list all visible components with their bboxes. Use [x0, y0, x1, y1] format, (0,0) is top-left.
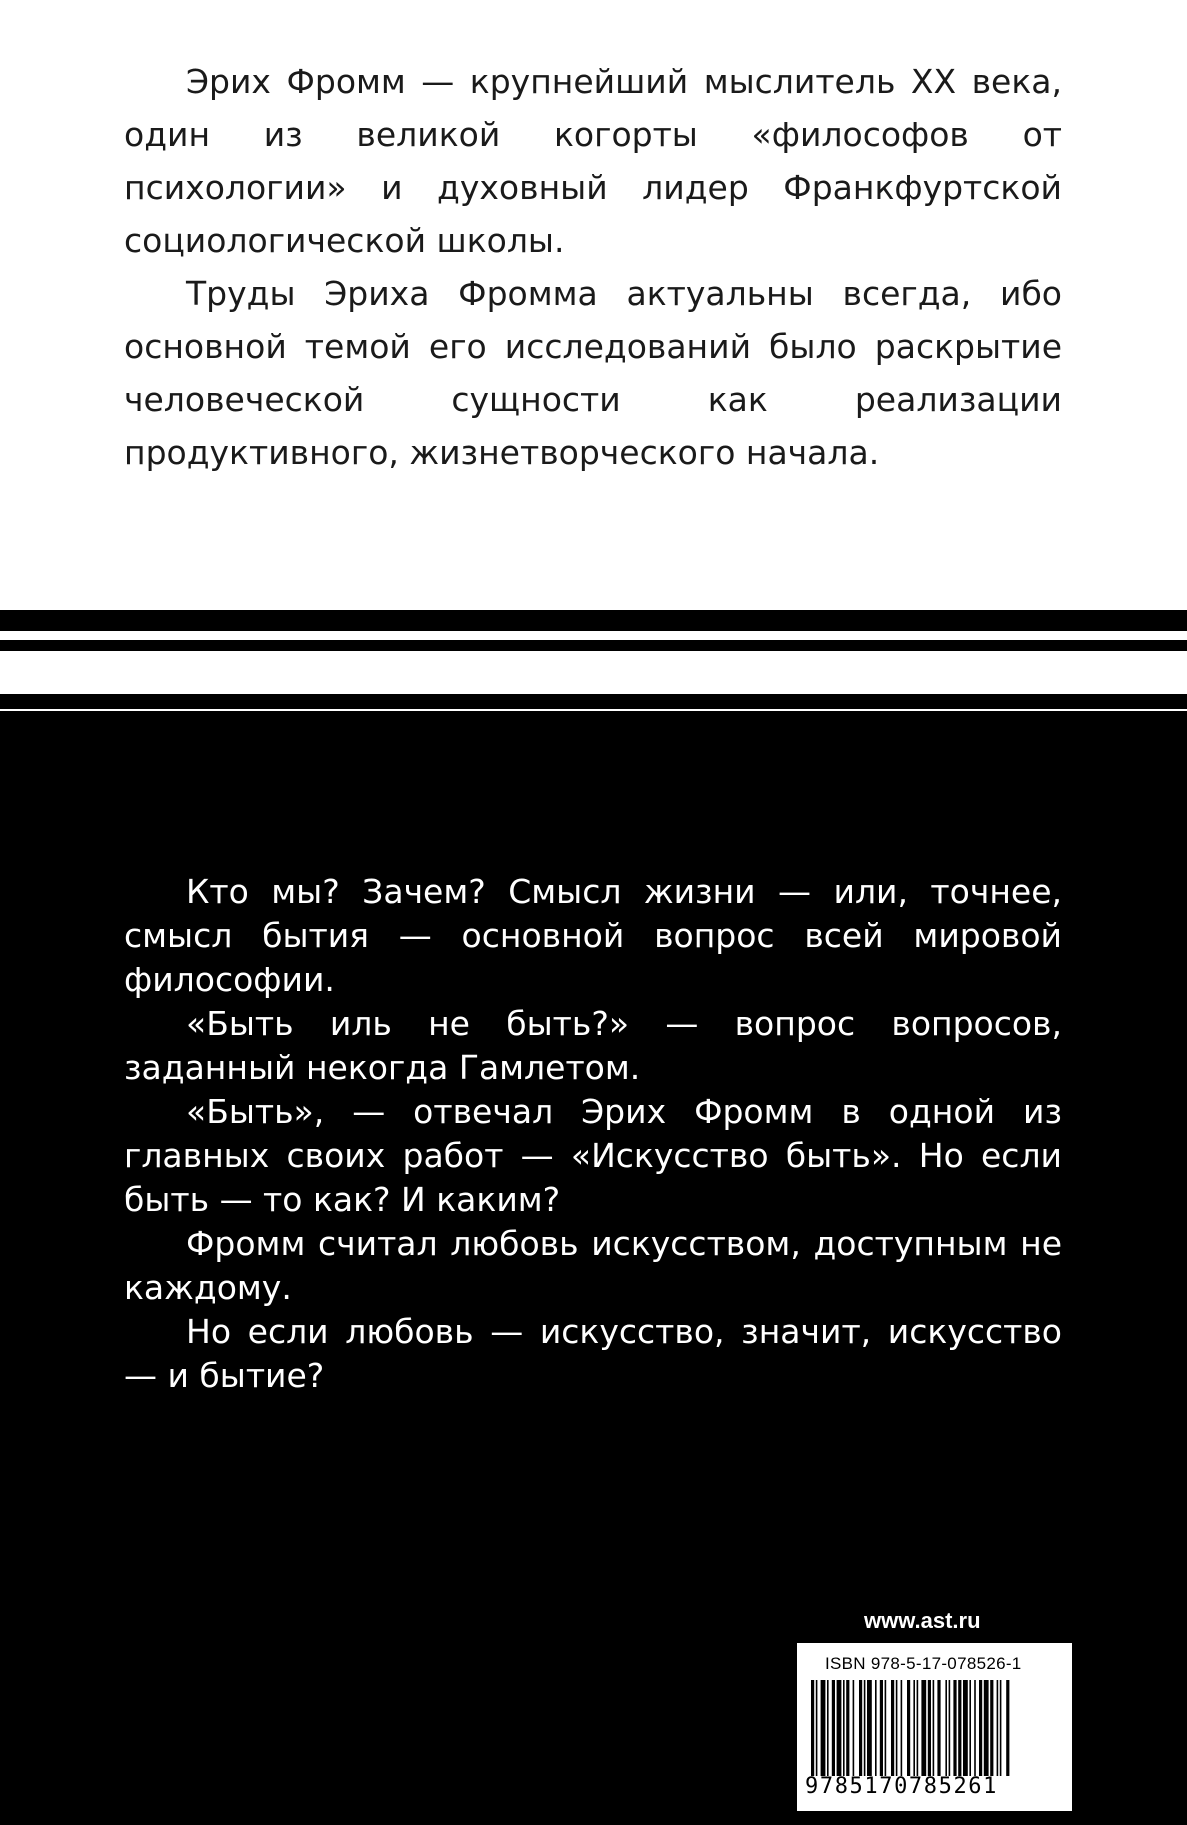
barcode-bar: [917, 1680, 919, 1776]
barcode-bar: [945, 1680, 947, 1776]
barcode-graphic: [805, 1680, 1064, 1776]
barcode-bar: [837, 1680, 842, 1776]
top-paragraph-2: Труды Эриха Фромма актуальны всегда, ибо основной темой его исследований было раскрытие человеческой сущности как реализации продуктивного, жизнетворческого начала.: [124, 274, 1062, 472]
bottom-paragraph-2: «Быть иль не быть?» — вопрос вопросов, заданный некогда Гамлетом.: [124, 1004, 1062, 1087]
bottom-paragraph-1: Кто мы? Зачем? Смысл жизни — или, точнее, смысл бытия — основной вопрос всей мировой философии.: [124, 872, 1062, 999]
bottom-text-block: [124, 870, 1062, 1398]
barcode-bar: [832, 1680, 835, 1776]
barcode-bar: [907, 1680, 910, 1776]
barcode-bar: [1000, 1680, 1002, 1776]
barcode-bar: [928, 1680, 931, 1776]
barcode-bar: [1006, 1680, 1009, 1776]
barcode-bar: [953, 1680, 956, 1776]
barcode-bar: [974, 1680, 976, 1776]
barcode-bar: [821, 1680, 826, 1776]
barcode-bar: [937, 1680, 940, 1776]
barcode-bar: [864, 1680, 866, 1776]
divider-stripe-2: [0, 640, 1187, 651]
barcode-bar: [827, 1680, 829, 1776]
barcode-bar: [846, 1680, 849, 1776]
barcode-bar: [913, 1680, 915, 1776]
publisher-website: www.ast.ru: [864, 1608, 981, 1633]
barcode-bar: [891, 1680, 894, 1776]
isbn-label: ISBN 978-5-17-078526-1: [825, 1654, 1022, 1673]
barcode-bar: [949, 1680, 951, 1776]
barcode-bar: [901, 1680, 903, 1776]
barcode-bar: [843, 1680, 845, 1776]
isbn-barcode-box: [797, 1643, 1072, 1811]
bottom-paragraph-5: Но если любовь — искусство, значит, искусство — и бытие?: [124, 1312, 1062, 1395]
barcode-bar: [997, 1680, 999, 1776]
barcode-bar: [875, 1680, 877, 1776]
divider-stripe-1: [0, 610, 1187, 631]
barcode-bar: [867, 1680, 872, 1776]
bottom-paragraph-4: Фромм считал любовь искусством, доступным не каждому.: [124, 1224, 1062, 1307]
divider-stripe-3: [0, 694, 1187, 709]
barcode-bar: [979, 1680, 982, 1776]
barcode-bar: [853, 1680, 855, 1776]
barcode-bar: [816, 1680, 818, 1776]
bottom-paragraph-3: «Быть», — отвечал Эрих Фромм в одной из главных своих работ — «Искусство быть». Но если быть — то как? И каким?: [124, 1092, 1062, 1219]
barcode-bar: [921, 1680, 926, 1776]
top-paragraph-1: Эрих Фромм — крупнейший мыслитель XX века, один из великой когорты «философов от психологии» и духовный лидер Франкфуртской социологической школы.: [124, 62, 1062, 260]
barcode-bar: [885, 1680, 887, 1776]
barcode-bar: [933, 1680, 935, 1776]
barcode-bar: [963, 1680, 968, 1776]
barcode-bar: [811, 1680, 814, 1776]
barcode-bar: [990, 1680, 993, 1776]
barcode-bar: [984, 1680, 989, 1776]
top-text-block: [124, 55, 1062, 479]
barcode-digits: 9785170785261: [805, 1774, 998, 1799]
barcode-bar: [896, 1680, 898, 1776]
barcode-bar: [859, 1680, 862, 1776]
barcode-bar: [969, 1680, 971, 1776]
top-section: [0, 0, 1187, 610]
barcode-bar: [958, 1680, 961, 1776]
barcode-bar: [880, 1680, 883, 1776]
